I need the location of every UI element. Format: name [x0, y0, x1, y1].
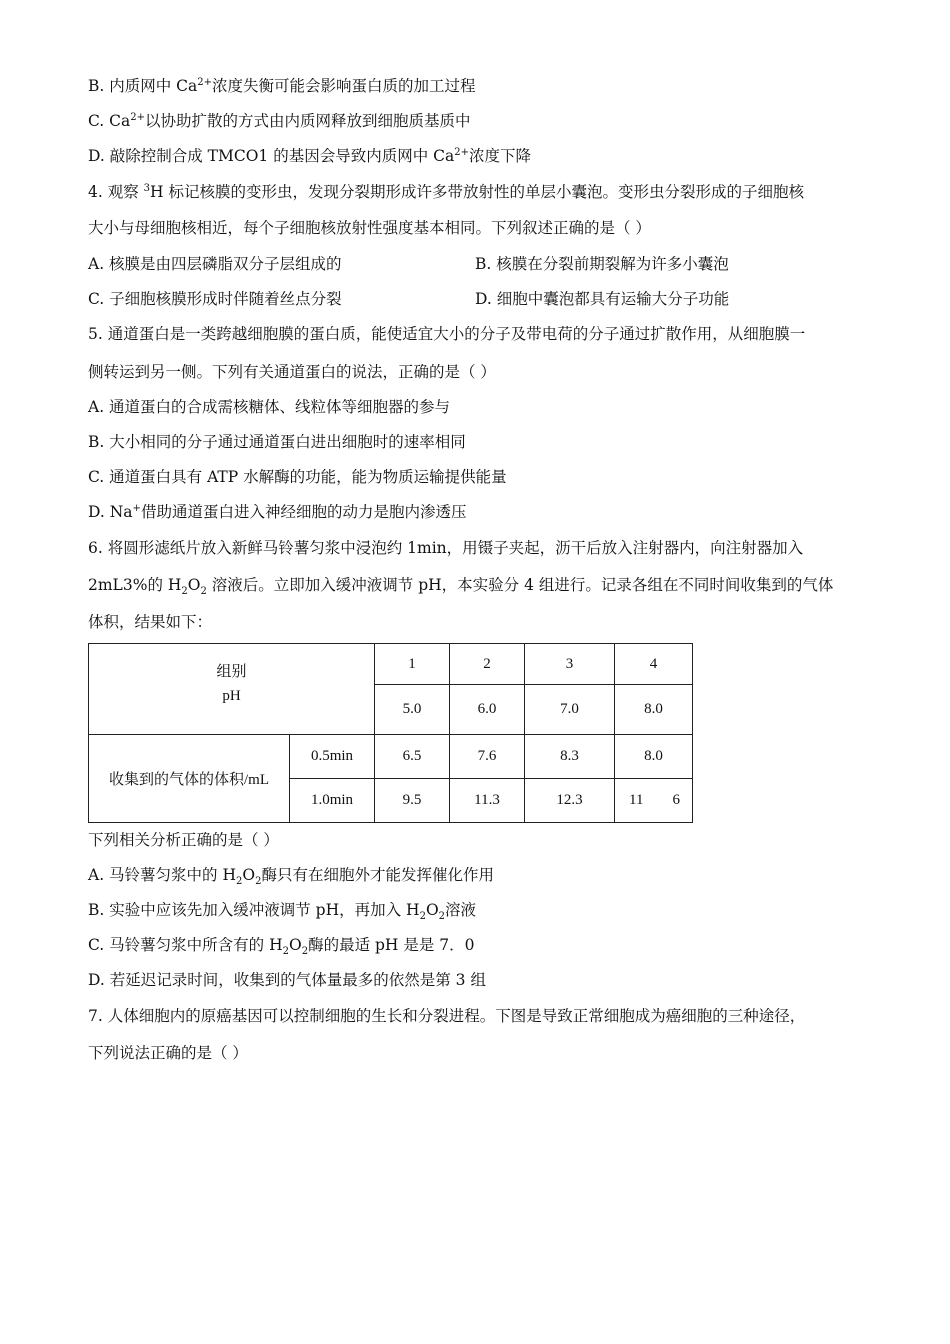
group-cell: 2: [450, 644, 525, 685]
q3-option-d: D. 敲除控制合成 TMCO1 的基因会导致内质网中 $Ca^{2+}$浓度下降: [88, 146, 532, 165]
q4-stem-line2: 大小与母细胞核相近，每个子细胞核放射性强度基本相同。下列叙述正确的是（ ）: [88, 219, 651, 237]
ph-cell: 5.0: [375, 685, 450, 735]
value-cell: 12.3: [525, 779, 615, 823]
q6-option-c: C. 马铃薯匀浆中所含有的 $H_2O_2$酶的最适 pH 是是 7．0: [88, 936, 475, 958]
volume-label: 收集到的气体的体积/mL: [89, 735, 290, 823]
results-table: [88, 643, 693, 823]
value-part: 6: [672, 792, 680, 808]
q4-option-d: D. 细胞中囊泡都具有运输大分子功能: [475, 290, 730, 308]
value-cell-split: [615, 779, 693, 823]
time-cell: 0.5min: [290, 735, 375, 779]
ph-label: pH: [222, 688, 241, 704]
q6-stem-line2: 2mL3%的 $H_2O_2$ 溶液后。立即加入缓冲液调节 pH，本实验分 4 组进行。记录各组在不同时间收集到的气体: [88, 576, 834, 598]
q6-option-a: A. 马铃薯匀浆中的 $H_2O_2$酶只有在细胞外才能发挥催化作用: [88, 866, 494, 888]
q5-stem-line1: 5. 通道蛋白是一类跨越细胞膜的蛋白质，能使适宜大小的分子及带电荷的分子通过扩散作用，从细胞膜一: [88, 325, 806, 343]
q6-stem-line1: 6. 将圆形滤纸片放入新鲜马铃薯匀浆中浸泡约 1min，用镊子夹起，沥干后放入注射器内，向注射器加入: [88, 539, 804, 557]
q5-option-a: A. 通道蛋白的合成需核糖体、线粒体等细胞器的参与: [88, 398, 451, 416]
ph-cell: 8.0: [615, 685, 693, 735]
q3-option-b: B. 内质网中 $Ca^{2+}$浓度失衡可能会影响蛋白质的加工过程: [88, 76, 476, 95]
group-cell: 3: [525, 644, 615, 685]
value-cell: 8.0: [615, 735, 693, 779]
group-label: 组别: [216, 664, 247, 680]
q4-stem-line1: 4. 观察 $^3$H 标记核膜的变形虫，发现分裂期形成许多带放射性的单层小囊泡。变形虫分裂形成的子细胞核: [88, 182, 804, 201]
q4-option-b: B. 核膜在分裂前期裂解为许多小囊泡: [475, 255, 729, 273]
table-header-group-ph: [89, 644, 375, 735]
value-cell: 11.3: [450, 779, 525, 823]
q6-prompt: 下列相关分析正确的是（ ）: [88, 831, 279, 849]
value-part: 11: [629, 792, 644, 808]
q6-option-b: B. 实验中应该先加入缓冲液调节 pH，再加入 $H_2O_2$溶液: [88, 901, 477, 923]
q4-option-a: A. 核膜是由四层磷脂双分子层组成的: [88, 255, 342, 273]
q4-option-c: C. 子细胞核膜形成时伴随着丝点分裂: [88, 290, 342, 308]
q5-stem-line2: 侧转运到另一侧。下列有关通道蛋白的说法，正确的是（ ）: [88, 363, 496, 381]
q3-option-c: C. $Ca^{2+}$以协助扩散的方式由内质网释放到细胞质基质中: [88, 111, 471, 130]
q6-option-d: D. 若延迟记录时间，收集到的气体量最多的依然是第 3 组: [88, 971, 486, 989]
ph-cell: 6.0: [450, 685, 525, 735]
q5-option-c: C. 通道蛋白具有 ATP 水解酶的功能，能为物质运输提供能量: [88, 468, 507, 486]
value-cell: 9.5: [375, 779, 450, 823]
q5-option-d: D. Na+借助通道蛋白进入神经细胞的动力是胞内渗透压: [88, 502, 467, 521]
q6-stem-line3: 体积，结果如下：: [88, 613, 213, 631]
time-cell: 1.0min: [290, 779, 375, 823]
value-cell: 7.6: [450, 735, 525, 779]
group-cell: 4: [615, 644, 693, 685]
group-cell: 1: [375, 644, 450, 685]
q7-stem-line1: 7. 人体细胞内的原癌基因可以控制细胞的生长和分裂进程。下图是导致正常细胞成为癌细胞的三种途径，: [88, 1007, 806, 1025]
ph-cell: 7.0: [525, 685, 615, 735]
value-cell: 8.3: [525, 735, 615, 779]
q7-stem-line2: 下列说法正确的是（ ）: [88, 1044, 248, 1062]
q5-option-b: B. 大小相同的分子通过通道蛋白进出细胞时的速率相同: [88, 433, 466, 451]
value-cell: 6.5: [375, 735, 450, 779]
